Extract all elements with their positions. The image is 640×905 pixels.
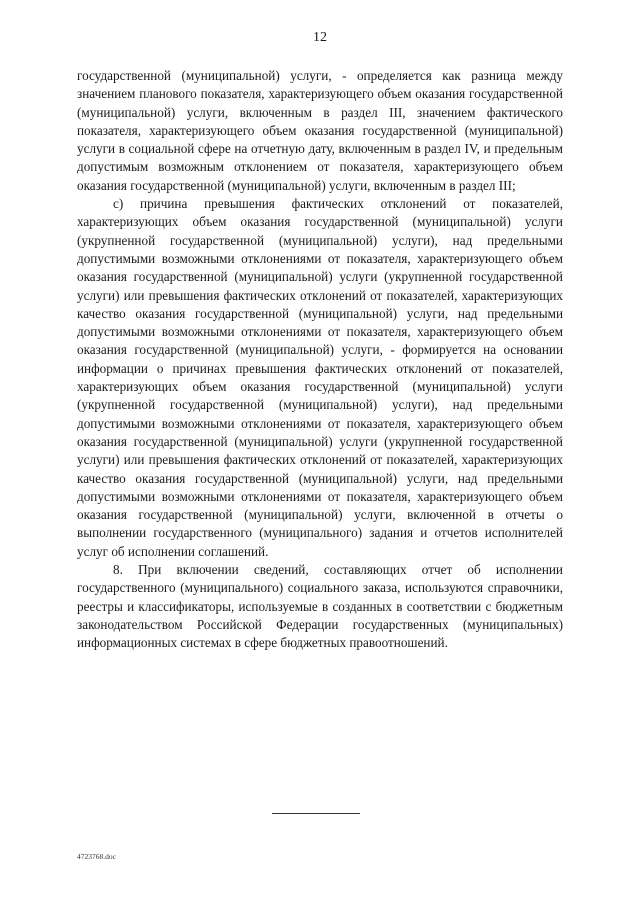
- end-divider: [272, 813, 360, 814]
- paragraph-item-c: с) причина превышения фактических отклонений от показателей, характеризующих объем оказания государственной (муниципальной) услуги (укрупненной государственной (муниципальной) услуги), над предельными допустимыми возможными отклонениями от показателя, характеризующего объем оказания государственной (муниципальной) услуги (укрупненной государственной услуги) или превышения фактических отклонений от показателей, характеризующих качество оказания государственной (муниципальной) услуги, над предельными допустимыми возможными отклонениями от показателя, характеризующего объем оказания государственной (муниципальной) услуги, - формируется на основании информации о причинах превышения фактических отклонений от показателей, характеризующих объем оказания государственной (муниципальной) услуги (укрупненной государственной (муниципальной) услуги), над предельными допустимыми возможными отклонениями от показателя, характеризующего объем оказания государственной (муниципальной) услуги (укрупненной государственной услуги) или превышения фактических отклонений от показателей, характеризующих качество оказания государственной (муниципальной) услуги, над предельными допустимыми возможными отклонениями от показателя, характеризующего объем оказания государственной (муниципальной) услуги, включенной в отчеты о выполнении государственного (муниципального) задания и отчетов исполнителей услуг об исполнении соглашений.: [77, 196, 563, 559]
- paragraph-item-8: 8. При включении сведений, составляющих отчет об исполнении государственного (муниципального) социального заказа, используются справочники, реестры и классификаторы, используемые в созданных в соответствии с бюджетным законодательством Российской Федерации государственных (муниципальных) информационных системах в сфере бюджетных правоотношений.: [77, 562, 563, 651]
- paragraph-continuation: государственной (муниципальной) услуги, - определяется как разница между значением планового показателя, характеризующего объем оказания государственной (муниципальной) услуги, включенным в раздел III, значением фактического показателя, характеризующего объем оказания государственной (муниципальной) услуги в социальной сфере на отчетную дату, включенным в раздел IV, и предельным допустимым возможным отклонением от показателя, характеризующего объем оказания государственной (муниципальной) услуги, включенным в раздел III;: [77, 68, 563, 193]
- page-number: 12: [313, 30, 327, 45]
- document-body: [77, 67, 563, 653]
- file-name-footer: 4723768.doc: [77, 852, 116, 861]
